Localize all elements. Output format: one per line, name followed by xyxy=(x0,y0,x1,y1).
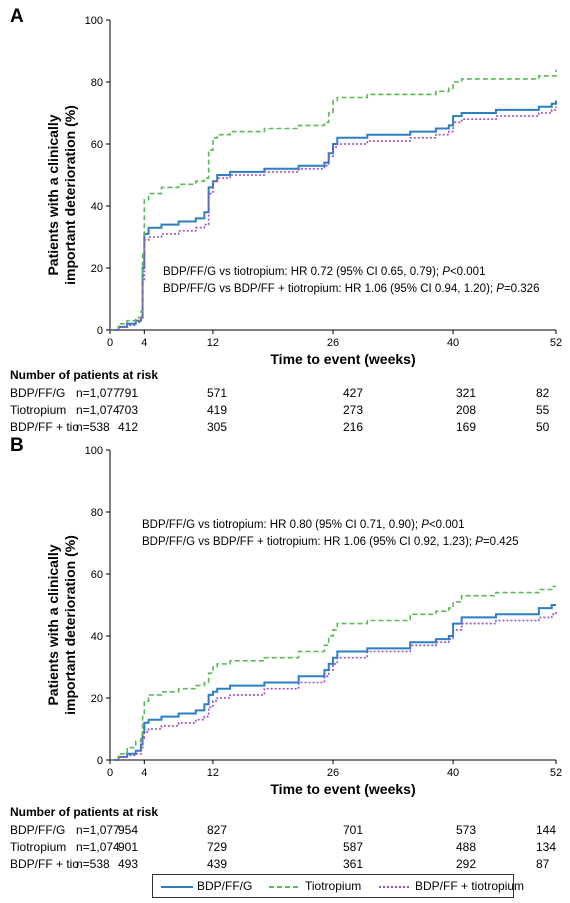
x-tick-label: 40 xyxy=(446,337,460,349)
hr-annotation-1 xyxy=(142,536,518,548)
hr-annotation-p: P xyxy=(442,266,450,278)
y-tick-label: 100 xyxy=(84,15,103,27)
risk-cell: 361 xyxy=(343,857,364,871)
hr-annotation-pvalue: <0.001 xyxy=(449,266,486,278)
risk-cell: 305 xyxy=(207,420,228,434)
hr-annotation-pvalue: <0.001 xyxy=(428,519,465,531)
risk-cell: 208 xyxy=(456,403,477,417)
hr-annotation-0 xyxy=(142,519,464,531)
risk-cell: 901 xyxy=(118,840,139,854)
risk-cell: 82 xyxy=(536,386,550,400)
legend-label-tiotropium: Tiotropium xyxy=(305,879,362,893)
legend-label-bdp-ff-g: BDP/FF/G xyxy=(197,879,253,893)
legend-swatch-bdp-ff-g xyxy=(161,883,193,891)
hr-annotation-text: BDP/FF/G vs BDP/FF + tiotropium: HR 1.06 (95% CI 0.94, 1.20); xyxy=(163,283,497,295)
y-tick-label: 60 xyxy=(90,139,103,151)
risk-row-n: n=1,074 xyxy=(76,403,120,417)
x-tick-label: 26 xyxy=(326,337,340,349)
risk-row-label: Tiotropium xyxy=(10,840,67,854)
risk-cell: 427 xyxy=(343,386,364,400)
y-axis-label: important deterioration (%) xyxy=(62,105,78,285)
risk-cell: 439 xyxy=(207,857,228,871)
y-tick-label: 0 xyxy=(96,755,103,767)
risk-row-label: Tiotropium xyxy=(10,403,67,417)
risk-row xyxy=(0,386,570,400)
risk-cell: 493 xyxy=(118,857,139,871)
y-tick-label: 40 xyxy=(90,201,103,213)
risk-row-label: BDP/FF + tio xyxy=(10,857,80,871)
x-tick-label: 52 xyxy=(549,767,563,779)
x-axis-label: Time to event (weeks) xyxy=(270,781,416,797)
risk-cell: 273 xyxy=(343,403,364,417)
risk-cell: 827 xyxy=(207,823,228,837)
legend xyxy=(152,874,525,898)
risk-row-n: n=538 xyxy=(76,857,110,871)
risk-cell: 216 xyxy=(343,420,364,434)
hr-annotation-p: P xyxy=(496,283,504,295)
hr-annotation-p: P xyxy=(475,536,483,548)
legend-label-bdp-ff-tiotropium: BDP/FF + tiotropium xyxy=(415,879,525,893)
y-tick-label: 20 xyxy=(90,263,103,275)
series-line-2 xyxy=(110,611,556,760)
y-axis-label: Patients with a clinically xyxy=(45,544,61,706)
risk-cell: 419 xyxy=(207,403,228,417)
x-axis-label: Time to event (weeks) xyxy=(270,351,416,367)
series-line-0 xyxy=(110,605,556,760)
risk-cell: 292 xyxy=(456,857,477,871)
risk-cell: 791 xyxy=(118,386,139,400)
y-tick-label: 20 xyxy=(90,693,103,705)
y-tick-label: 100 xyxy=(84,445,103,457)
risk-cell: 571 xyxy=(207,386,228,400)
hr-annotation-p: P xyxy=(421,519,429,531)
y-tick-label: 40 xyxy=(90,631,103,643)
x-tick-label: 12 xyxy=(206,337,220,349)
hr-annotation-pvalue: =0.425 xyxy=(482,536,519,548)
legend-swatch-bdp-ff-tiotropium xyxy=(379,883,411,891)
panel-a-letter: A xyxy=(10,6,24,27)
risk-row-label: BDP/FF/G xyxy=(10,386,66,400)
x-tick-label: 26 xyxy=(326,767,340,779)
risk-table-b-title: Number of patients at risk xyxy=(10,805,159,819)
risk-cell: 87 xyxy=(536,857,550,871)
risk-table-a-title: Number of patients at risk xyxy=(10,368,159,382)
x-tick-label: 4 xyxy=(141,337,148,349)
hr-annotation-0 xyxy=(163,266,485,278)
hr-annotation-text: BDP/FF/G vs tiotropium: HR 0.80 (95% CI 0.71, 0.90); xyxy=(142,519,422,531)
y-tick-label: 80 xyxy=(90,77,103,89)
risk-cell: 954 xyxy=(118,823,139,837)
y-tick-label: 80 xyxy=(90,507,103,519)
x-tick-label: 0 xyxy=(106,767,114,779)
risk-row-n: n=1,077 xyxy=(76,386,120,400)
chart-a xyxy=(0,0,570,370)
legend-item-bdp-ff-g xyxy=(161,875,252,897)
chart-b xyxy=(0,430,570,800)
x-tick-label: 4 xyxy=(141,767,148,779)
risk-row xyxy=(0,857,570,871)
risk-cell: 144 xyxy=(536,823,557,837)
legend-swatch-tiotropium xyxy=(269,883,301,891)
x-tick-label: 0 xyxy=(106,337,114,349)
hr-annotation-1 xyxy=(163,283,539,295)
y-axis-label: important deterioration (%) xyxy=(62,535,78,715)
panel-b-letter: B xyxy=(10,435,24,456)
risk-row-n: n=538 xyxy=(76,420,110,434)
x-tick-label: 12 xyxy=(206,767,220,779)
y-tick-label: 0 xyxy=(96,325,103,337)
risk-cell: 573 xyxy=(456,823,477,837)
risk-cell: 488 xyxy=(456,840,477,854)
risk-cell: 412 xyxy=(118,420,139,434)
x-tick-label: 52 xyxy=(549,337,563,349)
risk-row xyxy=(0,823,570,837)
series-line-2 xyxy=(110,107,556,330)
y-axis-label: Patients with a clinically xyxy=(45,114,61,276)
risk-row xyxy=(0,840,570,854)
legend-item-tiotropium xyxy=(269,875,361,897)
hr-annotation-pvalue: =0.326 xyxy=(503,283,540,295)
risk-cell: 321 xyxy=(456,386,477,400)
series-line-0 xyxy=(110,101,556,330)
risk-cell: 729 xyxy=(207,840,228,854)
risk-row-n: n=1,077 xyxy=(76,823,120,837)
risk-cell: 50 xyxy=(536,420,550,434)
risk-cell: 587 xyxy=(343,840,364,854)
risk-cell: 169 xyxy=(456,420,477,434)
y-tick-label: 60 xyxy=(90,569,103,581)
series-line-1 xyxy=(110,586,556,760)
risk-cell: 134 xyxy=(536,840,557,854)
hr-annotation-text: BDP/FF/G vs tiotropium: HR 0.72 (95% CI 0.65, 0.79); xyxy=(163,266,443,278)
legend-item-bdp-ff-tiotropium xyxy=(379,875,524,897)
risk-row-n: n=1,074 xyxy=(76,840,120,854)
risk-cell: 55 xyxy=(536,403,550,417)
risk-row-label: BDP/FF/G xyxy=(10,823,66,837)
risk-cell: 701 xyxy=(343,823,364,837)
risk-cell: 703 xyxy=(118,403,139,417)
risk-row-label: BDP/FF + tio xyxy=(10,420,80,434)
risk-row xyxy=(0,403,570,417)
x-tick-label: 40 xyxy=(446,767,460,779)
hr-annotation-text: BDP/FF/G vs BDP/FF + tiotropium: HR 1.06 (95% CI 0.92, 1.23); xyxy=(142,536,476,548)
